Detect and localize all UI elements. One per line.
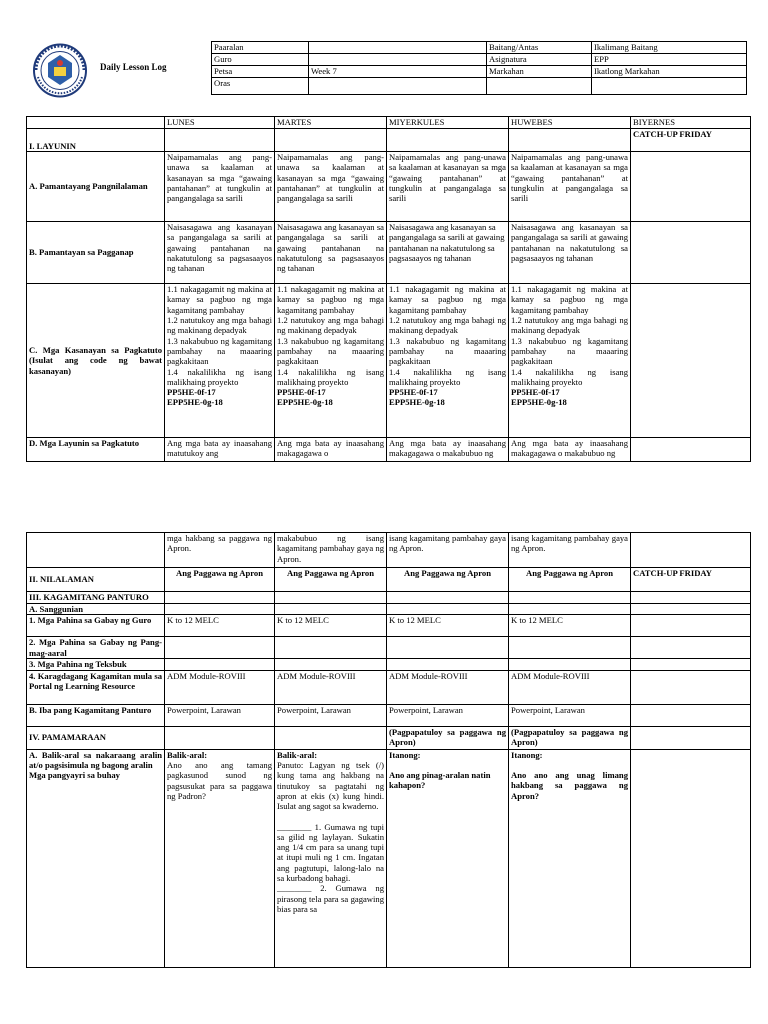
empty-cell — [165, 726, 275, 749]
label-markahan: Markahan — [487, 66, 592, 78]
empty-cell — [275, 726, 387, 749]
balik-aral-cell-lunes — [165, 749, 275, 967]
empty-cell — [631, 637, 751, 659]
empty-cell — [387, 659, 509, 670]
header-row-paaralan — [212, 42, 747, 54]
day-lunes: LUNES — [165, 117, 275, 129]
value-baitang[interactable]: Ikalimang Baitang — [592, 42, 747, 54]
value-asignatura[interactable]: EPP — [592, 54, 747, 66]
code: EPP5HE-0g-18 — [277, 397, 333, 408]
kasanayan-item: 1.3 nakabubuo ng kagamitang pambahay na maaaring pagkakitaan — [167, 335, 272, 367]
kasanayan-item: 1.4 nakalilikha ng isang malikhaing proyekto — [389, 366, 506, 387]
empty-cell — [27, 533, 165, 568]
label-karagdagang-kagamitan: 4. Karagdagang Kagamitan mula sa Portal ng Learning Resource — [27, 670, 165, 704]
cell-text: isang kagamitang pambahay gaya ng Apron. — [387, 533, 509, 568]
kasanayan-item: 1.4 nakalilikha ng isang malikhaing proyekto — [511, 366, 628, 387]
cell-text: Powerpoint, Larawan — [165, 704, 275, 726]
cell-text: ADM Module-ROVIII — [387, 670, 509, 704]
cell-line: pantahanan na nakatutulong sa pagsasaayos ng tahanan — [389, 242, 495, 263]
spacer — [389, 760, 506, 770]
layunin-pagkatuto-row — [27, 438, 751, 462]
cell-text: Naipamamalas ang pang-unawa sa kaalaman at kasanayan sa mga “gawaing pantahanan” at tungkulin at pangangalaga sa sarili — [387, 152, 509, 222]
balik-aral-cell-martes — [275, 749, 387, 967]
empty-cell — [165, 637, 275, 659]
empty-cell — [631, 438, 751, 462]
pamamaraan-row — [27, 726, 751, 749]
header-row-guro — [212, 54, 747, 66]
cell-text: Naisasagawa ang kasanayan sa pangangalaga sa sarili at gawaing pantahanan na nakatutulong sa pagsasaayos ng tahanan — [165, 222, 275, 284]
empty-cell — [165, 659, 275, 670]
iba-row — [27, 704, 751, 726]
catchup-friday-label: CATCH-UP FRIDAY — [631, 129, 751, 152]
header-info-table — [211, 41, 747, 95]
section-layunin: I. LAYUNIN — [27, 129, 165, 152]
step-item: ________ 2. Gumawa ng pirasong tela para sa gagawing bias para sa — [277, 883, 384, 914]
kasanayan-item: 1.1 nakagagamit ng makina at kamay sa pagbuo ng mga kagamitang pambahay — [167, 284, 272, 315]
itanong-question: Ano ano ang unag limang hakbang sa paggawa ng Apron? — [511, 769, 628, 801]
kasanayan-cell — [275, 284, 387, 438]
cell-text: Naisasagawa ang kasanayan sa pangangalaga sa sarili at gawaing pantahanan na nakatutulong sa pagsasaayos ng tahanan — [509, 222, 631, 284]
code: PP5HE-0f-17 — [277, 387, 326, 398]
day-biyernes: BIYERNES — [631, 117, 751, 129]
empty-cell — [275, 129, 387, 152]
kasanayan-item: 1.4 nakalilikha ng isang malikhaing proyekto — [277, 366, 384, 387]
code: PP5HE-0f-17 — [389, 387, 438, 398]
label-iba-pang-kagamitan: B. Iba pang Kagamitang Panturo — [27, 704, 165, 726]
topic-label: Ang Paggawa ng Apron — [165, 568, 275, 592]
cell-line: Naisasagawa ang kasanayan sa pangangalaga sa sarili at gawaing — [389, 222, 505, 243]
kasanayan-item: 1.3 nakabubuo ng kagamitang pambahay na maaaring pagkakitaan — [277, 335, 384, 367]
day-huwebes: HUWEBES — [509, 117, 631, 129]
cell-text: Powerpoint, Larawan — [275, 704, 387, 726]
label-balik-aral — [27, 749, 165, 967]
teksbuk-row — [27, 659, 751, 670]
kagamitan-row — [27, 592, 751, 604]
kasanayan-item: 1.1 nakagagamit ng makina at kamay sa pagbuo ng mga kagamitang pambahay — [277, 284, 384, 315]
gabay-guro-row — [27, 615, 751, 637]
topic-label: Ang Paggawa ng Apron — [509, 568, 631, 592]
catchup-friday-label: CATCH-UP FRIDAY — [631, 568, 751, 592]
header-row-petsa — [212, 66, 747, 78]
balik-aral-label-text: A. Balik-aral sa nakaraang aralin at/o pagsisimula ng bagong aralin Mga pangyayri sa buhay — [29, 749, 162, 781]
label-gabay-ng-guro: 1. Mga Pahina sa Gabay ng Guro — [27, 615, 165, 637]
empty-cell — [275, 592, 387, 604]
spacer — [511, 760, 628, 770]
empty-cell — [387, 129, 509, 152]
label-kasanayan-sa-pagkatuto: C. Mga Kasanayan sa Pagkatuto (Isulat ang code ng bawat kasanayan) — [27, 284, 165, 438]
kasanayan-item: 1.4 nakalilikha ng isang malikhaing proyekto — [167, 366, 272, 387]
value-paaralan[interactable] — [309, 42, 487, 54]
gabay-aaral-row — [27, 637, 751, 659]
panuto-text: Panuto: Lagyan ng tsek (/) kung tama ang hakbang na tinutukoy sa pagtatahi ng apron at ekis (x) kung hindi. Isulat ang sagot sa kwaderno. — [277, 759, 384, 812]
kasanayan-item: 1.2 natutukoy ang mga bahagi ng makinang depadyak — [277, 314, 384, 336]
continuation-row — [27, 533, 751, 568]
cell-text: Ang mga bata ay inaasahang makagagawa o — [275, 438, 387, 462]
empty-cell — [509, 604, 631, 615]
balik-aral-heading: Balik-aral: — [277, 749, 318, 760]
code: EPP5HE-0g-18 — [167, 397, 223, 408]
cell-text: Naisasagawa ang kasanayan sa pangangalaga sa sarili at gawaing pantahanan na nakatutulong sa pagsasaayos ng tahanan — [275, 222, 387, 284]
cell-text: Ang mga bata ay inaasahang makagagawa o makabubuo ng — [509, 438, 631, 462]
kasanayan-item: 1.1 nakagagamit ng makina at kamay sa pagbuo ng mga kagamitang pambahay — [511, 284, 628, 315]
cell-text: ADM Module-ROVIII — [509, 670, 631, 704]
section-nilalaman: II. NILALAMAN — [27, 568, 165, 592]
empty-cell — [509, 592, 631, 604]
cell-text — [387, 222, 509, 284]
value-markahan[interactable]: Ikatlong Markahan — [592, 66, 747, 78]
empty-cell — [387, 592, 509, 604]
label-gabay-mag-aaral: 2. Mga Pahina sa Gabay ng Pang-mag-aaral — [27, 637, 165, 659]
cell-text: Powerpoint, Larawan — [387, 704, 509, 726]
kasanayan-item: 1.1 nakagagamit ng makina at kamay sa pagbuo ng mga kagamitang pambahay — [389, 284, 506, 315]
empty-cell — [631, 533, 751, 568]
spacer — [277, 812, 384, 822]
empty-cell — [509, 129, 631, 152]
empty-cell — [275, 637, 387, 659]
kasanayan-cell — [387, 284, 509, 438]
empty-cell — [631, 284, 751, 438]
deped-seal-logo — [30, 43, 90, 98]
empty-cell — [631, 659, 751, 670]
balik-aral-row — [27, 749, 751, 967]
empty-cell — [631, 670, 751, 704]
code: EPP5HE-0g-18 — [511, 397, 567, 408]
cell-text: ADM Module-ROVIII — [275, 670, 387, 704]
kasanayan-item: 1.2 natutukoy ang mga bahagi ng makinang depadyak — [389, 314, 506, 336]
empty-cell — [27, 117, 165, 129]
cell-text: makabubuo ng isang kagamitang pambahay gaya ng Apron. — [275, 533, 387, 568]
balik-aral-question: Ano ano ang tamang pagkasunod sunod ng pagsusukat para sa paggawa ng Padron? — [167, 759, 272, 801]
kasanayan-item: 1.3 nakabubuo ng kagamitang pambahay na maaaring pagkakitaan — [389, 335, 506, 367]
topic-label: Ang Paggawa ng Apron — [387, 568, 509, 592]
label-baitang: Baitang/Antas — [487, 42, 592, 54]
empty-cell — [631, 152, 751, 222]
pagpapatuloy-label: (Pagpapatuloy sa paggawa ng Apron) — [387, 726, 509, 749]
topic-label: Ang Paggawa ng Apron — [275, 568, 387, 592]
label-paaralan: Paaralan — [212, 42, 309, 54]
cell-text: mga hakbang sa paggawa ng Apron. — [165, 533, 275, 568]
code: PP5HE-0f-17 — [511, 387, 560, 398]
itanong-heading: Itanong: — [389, 749, 421, 760]
label-asignatura: Asignatura — [487, 54, 592, 66]
sanggunian-row — [27, 604, 751, 615]
balik-aral-heading: Balik-aral: — [167, 749, 208, 760]
empty-cell — [509, 659, 631, 670]
label-layunin-sa-pagkatuto: D. Mga Layunin sa Pagkatuto — [27, 438, 165, 462]
kasanayan-item: 1.2 natutukoy ang mga bahagi ng makinang depadyak — [167, 314, 272, 336]
section-pamamaraan: IV. PAMAMARAAN — [27, 726, 165, 749]
empty-cell — [631, 615, 751, 637]
day-martes: MARTES — [275, 117, 387, 129]
empty-cell — [165, 592, 275, 604]
value-guro[interactable] — [309, 54, 487, 66]
empty-cell — [631, 749, 751, 967]
kasanayan-cell — [165, 284, 275, 438]
document-title: Daily Lesson Log — [100, 62, 167, 72]
empty-cell — [509, 637, 631, 659]
empty-cell — [631, 592, 751, 604]
empty-cell — [275, 604, 387, 615]
cell-text: Naipamamalas ang pang-unawa sa kaalaman at kasanayan sa mga “gawaing pantahanan” at tungkulin at pangangalaga sa sarili — [509, 152, 631, 222]
step-item: ________ 1. Gumawa ng tupi sa gilid ng laylayan. Sukatin ang 1/4 cm para sa unang tupi at itupi muli ng 1 cm. Ingatan ang pagtutupi, lalong-lalo na sa kurbadong bahagi. — [277, 821, 384, 884]
empty-cell — [387, 604, 509, 615]
kasanayan-cell — [509, 284, 631, 438]
label-pamantayang-pangnilalaman: A. Pamantayang Pangnilalaman — [27, 152, 165, 222]
kasanayan-row — [27, 284, 751, 438]
empty-cell — [165, 129, 275, 152]
label-guro: Guro — [212, 54, 309, 66]
empty-cell — [275, 659, 387, 670]
layunin-row — [27, 129, 751, 152]
cell-text: isang kagamitang pambahay gaya ng Apron. — [509, 533, 631, 568]
empty-cell — [165, 604, 275, 615]
empty-cell — [631, 222, 751, 284]
pagpapatuloy-label: (Pagpapatuloy sa paggawa ng Apron) — [509, 726, 631, 749]
cell-text: K to 12 MELC — [509, 615, 631, 637]
code: EPP5HE-0g-18 — [389, 397, 445, 408]
label-petsa: Petsa — [212, 66, 309, 78]
cell-text: K to 12 MELC — [165, 615, 275, 637]
section-kagamitang-panturo: III. KAGAMITANG PANTURO — [27, 592, 165, 604]
empty-cell — [631, 604, 751, 615]
cell-text: Ang mga bata ay inaasahang matutukoy ang — [165, 438, 275, 462]
value-petsa[interactable]: Week 7 — [309, 66, 487, 78]
label-sanggunian: A. Sanggunian — [27, 604, 165, 615]
label-pamantayan-pagganap: B. Pamantayan sa Pagganap — [27, 222, 165, 284]
lesson-table-part2 — [26, 532, 751, 968]
cell-text: K to 12 MELC — [387, 615, 509, 637]
karagdagang-row — [27, 670, 751, 704]
cell-text: K to 12 MELC — [275, 615, 387, 637]
itanong-question: Ano ang pinag-aralan natin kahapon? — [389, 769, 491, 791]
pamantayan-pagganap-row — [27, 222, 751, 284]
kasanayan-item: 1.2 natutukoy ang mga bahagi ng makinang depadyak — [511, 314, 628, 336]
itanong-heading: Itanong: — [511, 749, 543, 760]
empty-cell — [631, 726, 751, 749]
pamantayang-pangnilalaman-row — [27, 152, 751, 222]
cell-text: Powerpoint, Larawan — [509, 704, 631, 726]
nilalaman-row — [27, 568, 751, 592]
balik-aral-cell-huwebes — [509, 749, 631, 967]
day-miyerkules: MIYERKULES — [387, 117, 509, 129]
label-teksbuk: 3. Mga Pahina ng Teksbuk — [27, 659, 165, 670]
header-row-oras — [212, 78, 747, 95]
code: PP5HE-0f-17 — [167, 387, 216, 398]
empty-cell — [487, 78, 592, 95]
balik-aral-cell-miyerkules — [387, 749, 509, 967]
value-oras[interactable] — [309, 78, 487, 95]
lesson-table-part1 — [26, 116, 751, 462]
empty-cell — [631, 704, 751, 726]
empty-cell — [592, 78, 747, 95]
kasanayan-item: 1.3 nakabubuo ng kagamitang pambahay na maaaring pagkakitaan — [511, 335, 628, 367]
day-header-row — [27, 117, 751, 129]
empty-cell — [387, 637, 509, 659]
cell-text: Naipamamalas ang pang-unawa sa kaalaman at kasanayan sa mga “gawaing pantahanan” at tungkulin at pangangalaga sa sarili — [165, 152, 275, 222]
cell-text: Ang mga bata ay inaasahang makagagawa o makabubuo ng — [387, 438, 509, 462]
cell-text: Naipamamalas ang pang-unawa sa kaalaman at kasanayan sa mga “gawaing pantahanan” at tungkulin at pangangalaga sa sarili — [275, 152, 387, 222]
cell-text: ADM Module-ROVIII — [165, 670, 275, 704]
label-oras: Oras — [212, 78, 309, 95]
